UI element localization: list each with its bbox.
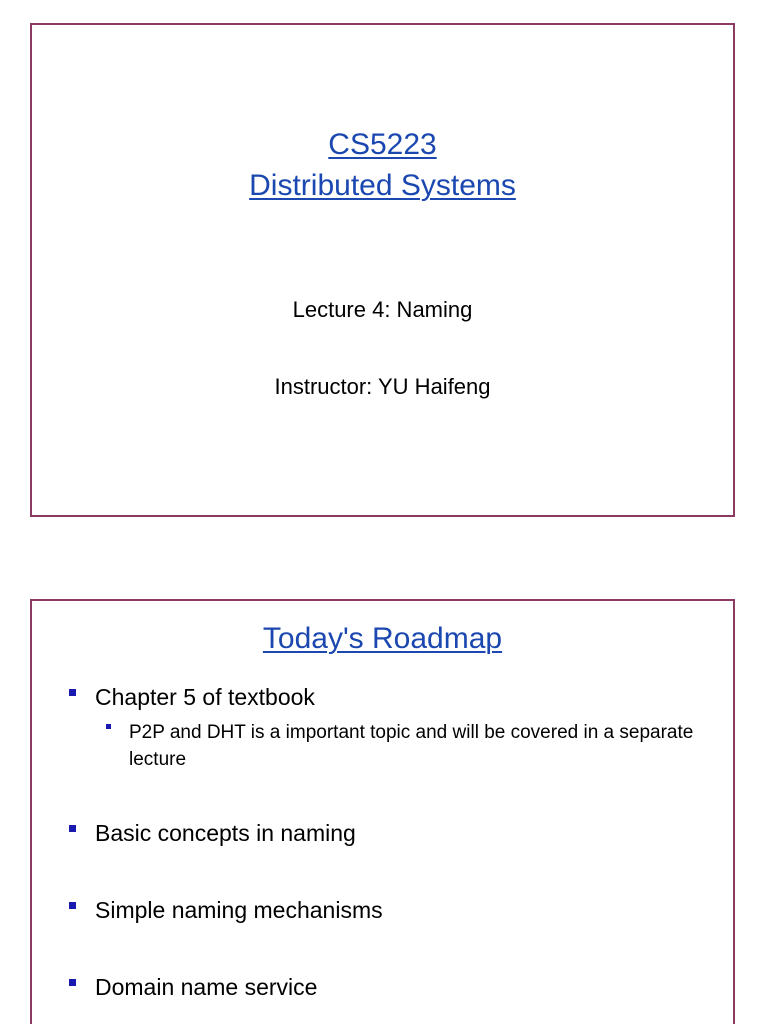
sub-bullet-text: P2P and DHT is a important topic and will be covered in a separate lecture (129, 722, 694, 770)
roadmap-slide (30, 599, 735, 1024)
title-slide (30, 23, 735, 517)
bullet-text: Basic concepts in naming (95, 820, 356, 846)
instructor-subtitle: Instructor: YU Haifeng (274, 374, 491, 399)
square-bullet-icon (69, 689, 76, 696)
course-name-title (32, 166, 733, 206)
roadmap-title (32, 619, 733, 659)
bullet-text: Domain name service (95, 974, 318, 1000)
course-code-title (32, 125, 733, 165)
lecture-subtitle: Lecture 4: Naming (292, 297, 473, 322)
course-name-link[interactable]: Distributed Systems (249, 169, 516, 202)
square-bullet-icon (106, 724, 111, 729)
square-bullet-icon (69, 979, 76, 986)
bullet-text: Chapter 5 of textbook (95, 684, 315, 710)
bullet-text: Simple naming mechanisms (95, 897, 383, 923)
square-bullet-icon (69, 902, 76, 909)
roadmap-title-link[interactable]: Today's Roadmap (262, 622, 503, 655)
course-code-link[interactable]: CS5223 (328, 128, 437, 161)
square-bullet-icon (69, 825, 76, 832)
